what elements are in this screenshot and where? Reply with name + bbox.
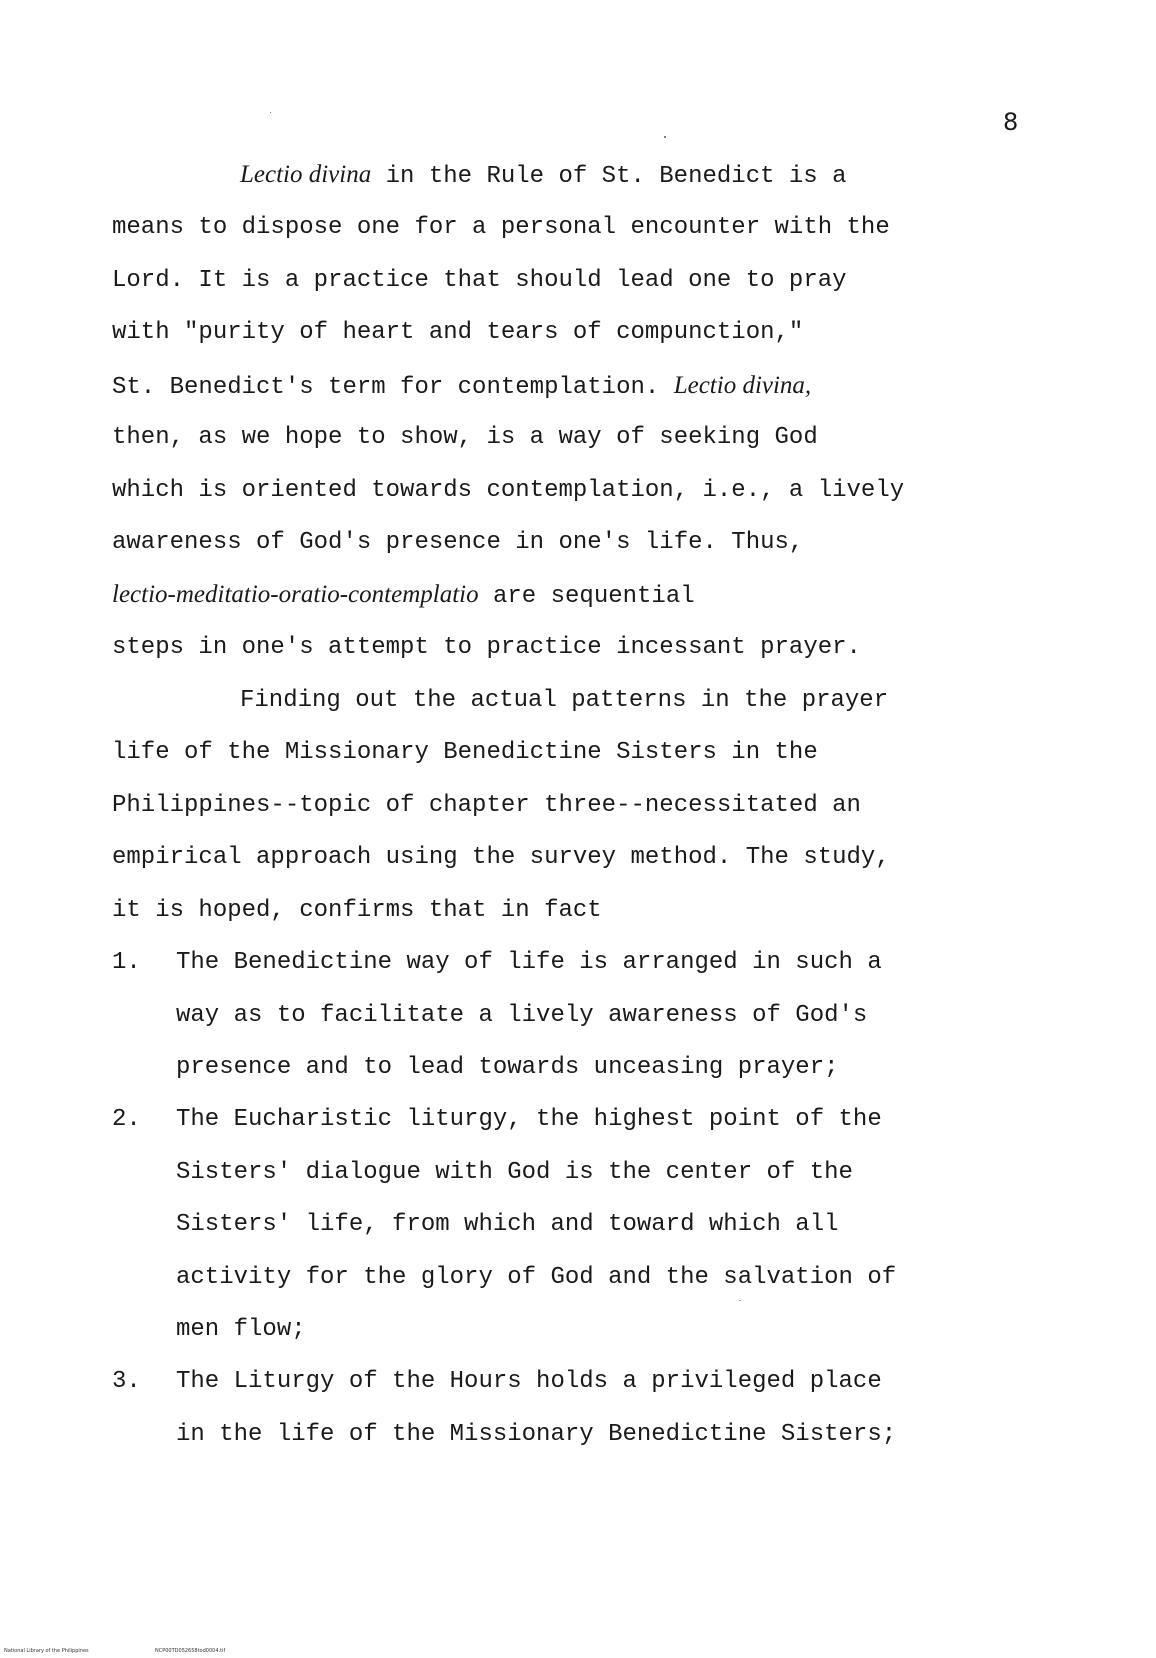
text-line: The Benedictine way of life is arranged in such a xyxy=(176,949,882,976)
text-line: empirical approach using the survey method. The study, xyxy=(112,844,890,871)
text-span: in the Rule of St. Benedict is a xyxy=(371,163,847,190)
text-line: means to dispose one for a personal encounter with the xyxy=(112,214,890,241)
italic-term: Lectio divina, xyxy=(673,372,812,399)
text-line: men flow; xyxy=(176,1316,306,1343)
text-line: The Eucharistic liturgy, the highest point of the xyxy=(176,1106,882,1133)
text-line xyxy=(112,371,811,403)
text-line: Philippines--topic of chapter three--necessitated an xyxy=(112,792,861,819)
text-line xyxy=(240,160,847,192)
text-line: then, as we hope to show, is a way of seeking God xyxy=(112,424,818,451)
scan-speck xyxy=(739,1300,741,1301)
text-line: with "purity of heart and tears of compunction," xyxy=(112,319,804,346)
list-number: 1. xyxy=(112,949,141,976)
text-line: steps in one's attempt to practice incessant prayer. xyxy=(112,634,861,661)
text-line: Lord. It is a practice that should lead one to pray xyxy=(112,267,847,294)
text-line: way as to facilitate a lively awareness of God's xyxy=(176,1002,868,1029)
italic-term: Lectio divina xyxy=(240,161,372,188)
list-number: 2. xyxy=(112,1106,141,1133)
footer-right: NCP00TD052658tod0004.tif xyxy=(155,1648,226,1654)
text-span: St. Benedict's term for contemplation. xyxy=(112,374,674,401)
text-line: it is hoped, confirms that in fact xyxy=(112,897,602,924)
text-line: in the life of the Missionary Benedictine Sisters; xyxy=(176,1421,897,1448)
text-line: Finding out the actual patterns in the prayer xyxy=(240,687,889,714)
page-number: 8 xyxy=(1003,108,1019,136)
text-line: Sisters' life, from which and toward which all xyxy=(176,1211,839,1238)
text-line: presence and to lead towards unceasing prayer; xyxy=(176,1054,839,1081)
text-span: are sequential xyxy=(478,583,695,610)
list-number: 3. xyxy=(112,1368,141,1395)
text-line xyxy=(112,580,695,612)
text-line: activity for the glory of God and the salvation of xyxy=(176,1264,897,1291)
text-line: The Liturgy of the Hours holds a privileged place xyxy=(176,1368,882,1395)
text-line: Sisters' dialogue with God is the center of the xyxy=(176,1159,853,1186)
text-line: awareness of God's presence in one's life. Thus, xyxy=(112,529,804,556)
scan-speck xyxy=(270,112,271,113)
footer-left: National Library of the Philippines xyxy=(4,1648,89,1654)
italic-term: lectio-meditatio-oratio-contemplatio xyxy=(112,581,479,608)
scan-speck xyxy=(664,136,666,138)
text-line: life of the Missionary Benedictine Sisters in the xyxy=(112,739,818,766)
text-line: which is oriented towards contemplation, i.e., a lively xyxy=(112,477,905,504)
